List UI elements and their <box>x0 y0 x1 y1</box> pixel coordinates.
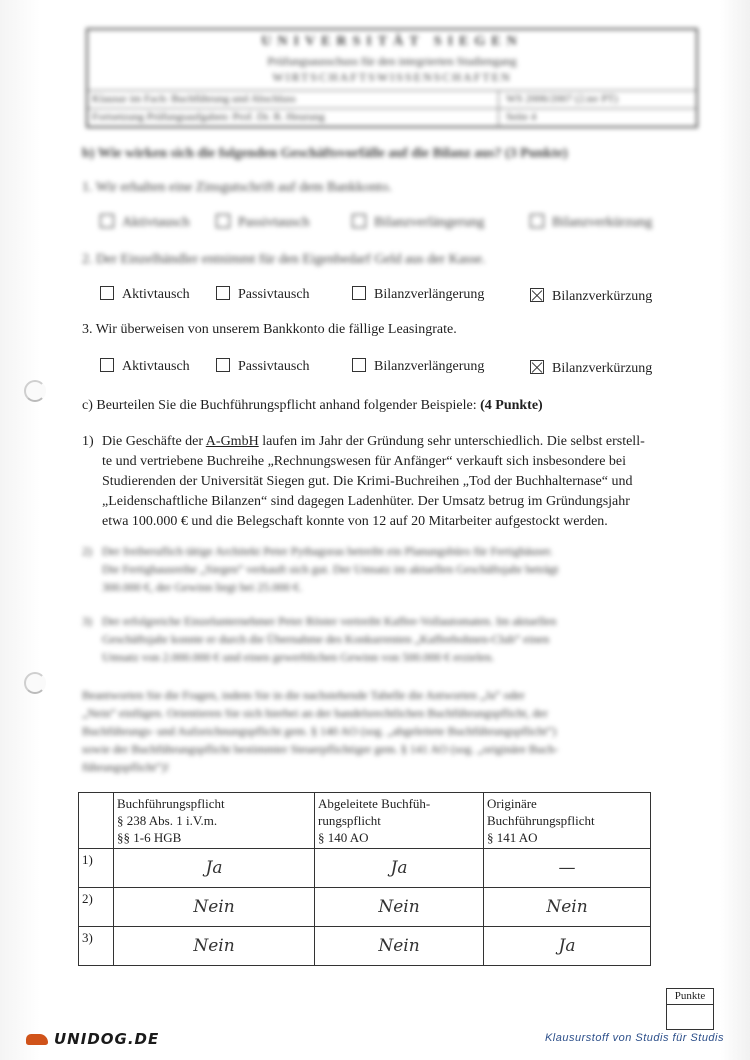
option-aktivtausch[interactable]: Aktivtausch <box>100 214 190 231</box>
answer-cell[interactable]: Nein <box>315 927 484 966</box>
row-label: 1) <box>79 849 114 888</box>
question-b: b) Wie wirken sich die folgenden Geschäftsvorfälle auf die Bilanz aus? (3 Punkte) <box>82 146 568 161</box>
checkbox[interactable] <box>352 358 366 372</box>
answer-cell[interactable]: Ja <box>315 849 484 888</box>
option-bilanzverlaengerung[interactable]: Bilanzverlängerung <box>352 358 484 375</box>
exam-subject: Klausur im Fach: Buchführung und Abschluss <box>92 93 296 105</box>
dog-icon <box>26 1034 48 1045</box>
option-aktivtausch[interactable]: Aktivtausch <box>100 286 190 303</box>
table-corner <box>79 793 114 849</box>
university-name: UNIVERSITÄT SIEGEN <box>261 34 523 49</box>
punch-hole <box>24 380 46 402</box>
example-2: 2) Der freiberuflich tätige Architekt Peter Pythagoras betreibt ein Planungsbüro für Fertighäuser. Die Fertighausreihe „Siegen“ verkauft sich gut. Der Umsatz im aktuellen Geschäftsjahr beträgt 300.000 €, der Gewinn liegt bei 25.000 €. <box>82 544 559 594</box>
header-141-ao: Originäre Buchführungspflicht § 141 AO <box>484 793 651 849</box>
exam-header <box>86 28 698 128</box>
page-number: Seite 4 <box>506 111 537 123</box>
checkbox[interactable] <box>352 286 366 300</box>
option-bilanzverkuerzung[interactable]: Bilanzverkürzung <box>530 360 652 377</box>
table-header-row <box>79 793 651 849</box>
option-bilanzverkuerzung[interactable]: Bilanzverkürzung <box>530 214 652 231</box>
checkbox[interactable] <box>100 358 114 372</box>
option-passivtausch[interactable]: Passivtausch <box>216 358 310 375</box>
header-hgb: Buchführungspflicht § 238 Abs. 1 i.V.m. §§ 1-6 HGB <box>114 793 315 849</box>
footer-slogan: Klausurstoff von Studis für Studis <box>544 1032 724 1044</box>
checkbox-checked[interactable] <box>352 214 366 228</box>
table-row <box>79 927 651 966</box>
faculty-line: WIRTSCHAFTSWISSENSCHAFTEN <box>272 70 512 84</box>
punch-hole <box>24 672 46 694</box>
checkbox[interactable] <box>216 214 230 228</box>
example-1: 1) Die Geschäfte der A-GmbH laufen im Jahr der Gründung sehr unterschiedlich. Die selbst erstell- te und vertriebene Buchreihe „Rechnungswesen für Anfänger“ verkauft sich insbesondere bei Studierenden der Universität Siegen gut. Die Krimi-Buchreihen „Tod der Buchhalternase“ und „Leidenschaftliche Bilanzen“ sind dagegen Ladenhüter. Der Umsatz betrug im Gründungsjahr etwa 100.000 € und die Belegschaft konnte von 12 auf 20 Mitarbeiter aufgestockt werden. <box>82 434 645 529</box>
header-row-continuation <box>88 108 696 127</box>
points-box <box>666 988 714 1030</box>
question-c: c) Beurteilen Sie die Buchführungspflicht anhand folgender Beispiele: (4 Punkte) <box>82 398 543 413</box>
example-3: 3) Der erfolgreiche Einzelunternehmer Peter Röster vertreibt Kaffee-Vollautomaten. Im aktuellen Geschäftsjahr konnte er durch die Übernahme des Konkurrenten „Kaffeebohnen-Club“ einen Umsatz von 2.000.000 € und einen gewerblichen Gewinn von 500.000 € erzielen. <box>82 614 557 664</box>
option-bilanzverlaengerung[interactable]: Bilanzverlängerung <box>352 214 484 231</box>
item-1-text: 1. Wir erhalten eine Zinsgutschrift auf dem Bankkonto. <box>82 180 392 195</box>
table-row <box>79 888 651 927</box>
option-passivtausch[interactable]: Passivtausch <box>216 214 310 231</box>
answer-table <box>78 792 651 966</box>
answer-cell[interactable]: Ja <box>484 927 651 966</box>
row-label: 3) <box>79 927 114 966</box>
semester: WS 2006/2007 (2.ter PT) <box>506 93 618 105</box>
checkbox-checked[interactable] <box>530 360 544 374</box>
checkbox[interactable] <box>216 286 230 300</box>
checkbox[interactable] <box>530 214 544 228</box>
option-bilanzverkuerzung[interactable]: Bilanzverkürzung <box>530 288 652 305</box>
item-3-text: 3. Wir überweisen von unserem Bankkonto die fällige Leasingrate. <box>82 322 457 337</box>
answer-cell[interactable]: Ja <box>114 849 315 888</box>
option-aktivtausch[interactable]: Aktivtausch <box>100 358 190 375</box>
company-name: A-GmbH <box>205 434 259 449</box>
answer-cell[interactable]: Nein <box>484 888 651 927</box>
checkbox[interactable] <box>216 358 230 372</box>
answer-cell[interactable]: Nein <box>114 888 315 927</box>
header-row-subject <box>88 90 696 109</box>
instructions: Beantworten Sie die Fragen, indem Sie in die nachstehende Tabelle die Antworten „Ja“ oder „Nein“ einfügen. Orientieren Sie sich hierbei an der handelsrechtlichen Buchführungspflicht, der Buchführungs- und Aufzeichnungspflicht gem. § 140 AO (sog. „abgeleitete Buchführungspflicht“) sowie der Buchführungspflicht bestimmter Steuerpflichtiger gem. § 141 AO (sog. „originäre Buch- führungspflicht“)! <box>82 688 559 774</box>
unidog-logo: UNIDOG.DE <box>26 1030 159 1048</box>
option-bilanzverlaengerung[interactable]: Bilanzverlängerung <box>352 286 484 303</box>
answer-cell[interactable]: Nein <box>114 927 315 966</box>
points-label: Punkte <box>667 990 713 1005</box>
option-passivtausch[interactable]: Passivtausch <box>216 286 310 303</box>
checkbox[interactable] <box>100 286 114 300</box>
continuation: Fortsetzung Prüfungsaufgaben: Prof. Dr. R. Heurung <box>92 111 325 123</box>
answer-cell[interactable]: — <box>484 849 651 888</box>
table-row <box>79 849 651 888</box>
item-2-text: 2. Der Einzelhändler entnimmt für den Eigenbedarf Geld aus der Kasse. <box>82 252 486 267</box>
header-140-ao: Abgeleitete Buchfüh- rungspflicht § 140 AO <box>315 793 484 849</box>
checkbox-checked[interactable] <box>530 288 544 302</box>
checkbox[interactable] <box>100 214 114 228</box>
committee-line: Prüfungsausschuss für den integrierten Studiengang <box>267 54 517 68</box>
row-label: 2) <box>79 888 114 927</box>
answer-cell[interactable]: Nein <box>315 888 484 927</box>
